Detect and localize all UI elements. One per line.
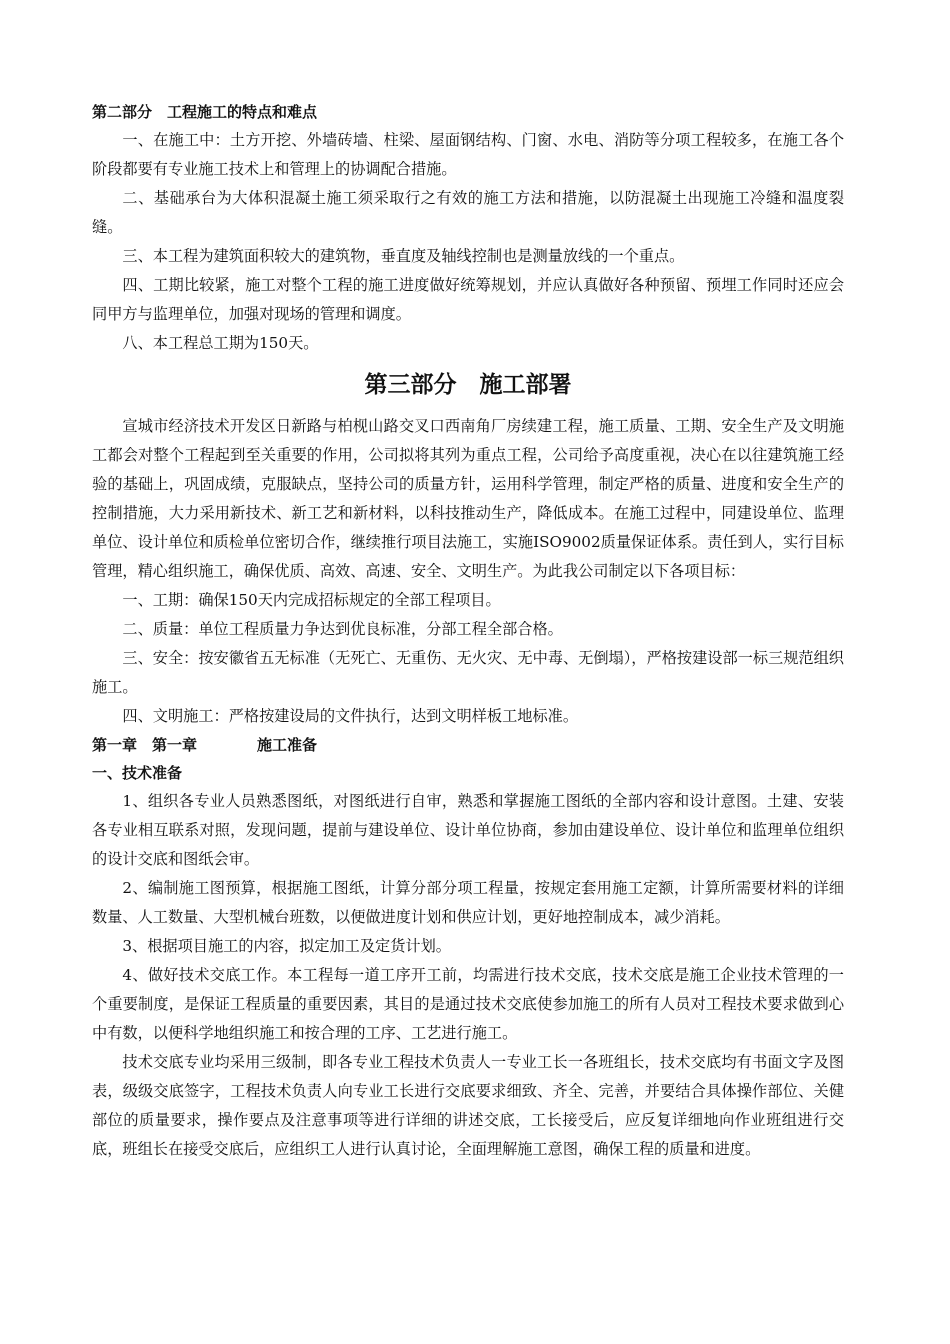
chapter1-heading: 第一章 第一章 施工准备: [92, 736, 318, 754]
part3-paragraph-2: 一、工期：确保150天内完成招标规定的全部工程项目。: [122, 591, 501, 609]
part3-paragraph-4: 三、安全：按安徽省五无标准（无死亡、无重伤、无火灾、无中毒、无倒塌），严格按建设部一标三规范组织施工。: [92, 649, 844, 696]
part2-paragraph-4: 四、工期比较紧，施工对整个工程的施工进度做好统筹规划，并应认真做好各种预留、预埋工作同时还应会同甲方与监理单位，加强对现场的管理和调度。: [92, 276, 844, 323]
part3-paragraph-5: 四、文明施工：严格按建设局的文件执行，达到文明样板工地标准。: [122, 707, 579, 725]
chapter1-paragraph-4: 4、做好技术交底工作。本工程每一道工序开工前，均需进行技术交底，技术交底是施工企业技术管理的一个重要制度，是保证工程质量的重要因素，其目的是通过技术交底使参加施工的所有人员对工程技术要求做到心中有数，以便科学地组织施工和按合理的工序、工艺进行施工。: [92, 966, 844, 1042]
part2-heading: 第二部分 工程施工的特点和难点: [92, 103, 318, 121]
chapter1-paragraph-2: 2、编制施工图预算，根据施工图纸，计算分部分项工程量，按规定套用施工定额，计算所需要材料的详细数量、人工数量、大型机械台班数，以便做进度计划和供应计划，更好地控制成本，减少消耗。: [92, 879, 844, 926]
part2-paragraph-5: 八、本工程总工期为150天。: [122, 334, 319, 352]
part2-paragraph-3: 三、本工程为建筑面积较大的建筑物，垂直度及轴线控制也是测量放线的一个重点。: [122, 247, 685, 265]
chapter1-subheading: 一、技术准备: [92, 764, 183, 782]
document-page: [92, 98, 844, 1164]
part3-title: 第三部分 施工部署: [364, 372, 572, 398]
part2-paragraph-1: 一、在施工中：土方开挖、外墙砖墙、柱梁、屋面钢结构、门窗、水电、消防等分项工程较多，在施工各个阶段都要有专业施工技术上和管理上的协调配合措施。: [92, 131, 844, 178]
chapter1-paragraph-5: 技术交底专业均采用三级制，即各专业工程技术负责人一专业工长一各班组长，技术交底均有书面文字及图表，级级交底签字，工程技术负责人向专业工长进行交底要求细致、齐全、完善，并要结合具体操作部位、关健部位的质量要求，操作要点及注意事项等进行详细的讲述交底，工长接受后，应反复详细地向作业班组进行交底，班组长在接受交底后，应组织工人进行认真讨论，全面理解施工意图，确保工程的质量和进度。: [92, 1053, 844, 1158]
part2-paragraph-2: 二、基础承台为大体积混凝土施工须采取行之有效的施工方法和措施，以防混凝土出现施工冷缝和温度裂缝。: [92, 189, 844, 236]
chapter1-paragraph-3: 3、根据项目施工的内容，拟定加工及定货计划。: [122, 937, 451, 955]
part3-paragraph-3: 二、质量：单位工程质量力争达到优良标准，分部工程全部合格。: [122, 620, 563, 638]
part3-paragraph-1: 宣城市经济技术开发区日新路与柏枧山路交叉口西南角厂房续建工程，施工质量、工期、安全生产及文明施工都会对整个工程起到至关重要的作用，公司拟将其列为重点工程，公司给予高度重视，决心在以往建筑施工经验的基础上，巩固成绩，克服缺点，坚持公司的质量方针，运用科学管理，制定严格的质量、进度和安全生产的控制措施，大力采用新技术、新工艺和新材料，以科技推动生产，降低成本。在施工过程中，同建设单位、监理单位、设计单位和质检单位密切合作，继续推行项目法施工，实施ISO9002质量保证体系。责任到人，实行目标管理，精心组织施工，确保优质、高效、高速、安全、文明生产。为此我公司制定以下各项目标：: [92, 417, 844, 580]
chapter1-paragraph-1: 1、组织各专业人员熟悉图纸，对图纸进行自审，熟悉和掌握施工图纸的全部内容和设计意图。土建、安装各专业相互联系对照，发现问题，提前与建设单位、设计单位协商，参加由建设单位、设计单位和监理单位组织的设计交底和图纸会审。: [92, 792, 844, 868]
